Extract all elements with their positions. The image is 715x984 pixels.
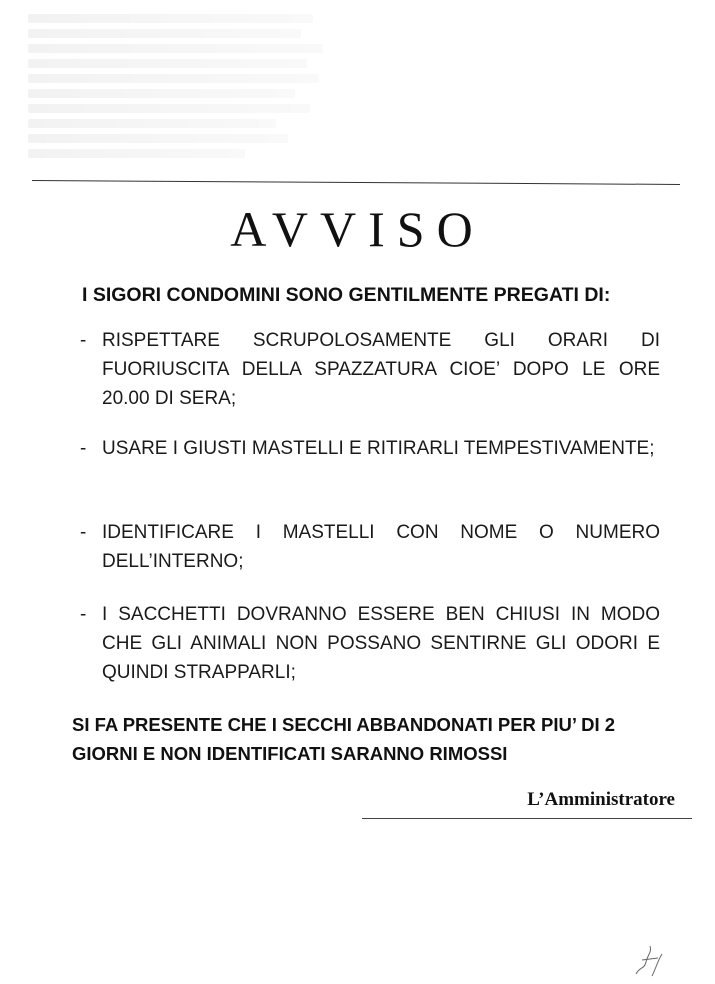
list-item-text: RISPETTARE SCRUPOLOSAMENTE GLI ORARI DI FUORIUSCITA DELLA SPAZZATURA CIOE’ DOPO LE ORE 20.00 DI SERA; — [102, 330, 660, 409]
list-item-text: I SACCHETTI DOVRANNO ESSERE BEN CHIUSI IN MODO CHE GLI ANIMALI NON POSSANO SENTIRNE GLI ODORI E QUINDI STRAPPARLI; — [102, 604, 660, 683]
list-item-text: IDENTIFICARE I MASTELLI CON NOME O NUMERO DELL’INTERNO; — [102, 522, 660, 572]
signature-line — [362, 818, 692, 819]
bleed-through-text — [28, 14, 338, 164]
notice-warning: SI FA PRESENTE CHE I SECCHI ABBANDONATI PER PIU’ DI 2 GIORNI E NON IDENTIFICATI SARANNO RIMOSSI — [72, 714, 616, 764]
list-item — [80, 434, 660, 463]
list-dash: - — [80, 438, 87, 459]
list-item — [80, 600, 660, 687]
list-dash: - — [80, 330, 87, 351]
list-dash: - — [80, 522, 87, 543]
signature: L’Amministratore — [527, 789, 675, 810]
top-divider — [32, 180, 680, 185]
handwritten-mark-icon — [630, 940, 670, 980]
list-item-text: USARE I GIUSTI MASTELLI E RITIRARLI TEMPESTIVAMENTE; — [102, 438, 655, 459]
list-item — [80, 518, 660, 576]
notice-title: AVVISO — [230, 201, 485, 257]
list-item — [80, 326, 660, 413]
notice-intro: I SIGORI CONDOMINI SONO GENTILMENTE PREGATI DI: — [82, 284, 611, 306]
list-dash: - — [80, 604, 87, 625]
